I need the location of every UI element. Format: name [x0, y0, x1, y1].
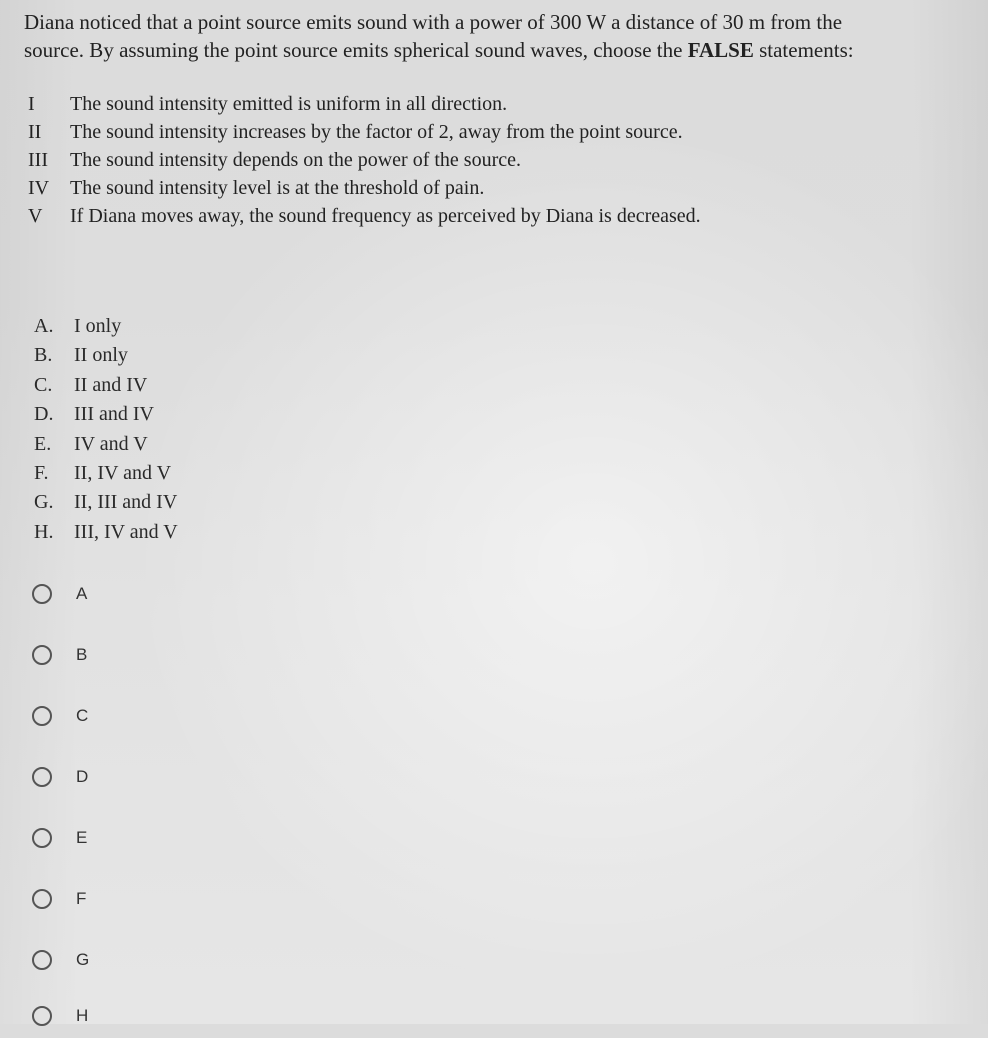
- radio-circle-icon[interactable]: [32, 950, 52, 970]
- choice-letter: H.: [34, 520, 54, 543]
- radio-label[interactable]: G: [76, 950, 90, 969]
- choice-letter: B.: [34, 344, 53, 367]
- statement-item: [28, 202, 701, 230]
- question-line-2: [24, 36, 964, 64]
- choice-text: II, IV and V: [74, 462, 172, 485]
- answer-choice: [34, 518, 178, 547]
- question-line-1: Diana noticed that a point source emits sound with a power of 300 W a distance of 30 m from the: [24, 10, 843, 34]
- question-line-2-end: statements:: [753, 38, 854, 62]
- statement-text: The sound intensity level is at the threshold of pain.: [70, 177, 485, 199]
- statement-number: II: [28, 121, 42, 143]
- statement-text: The sound intensity emitted is uniform in all direction.: [70, 93, 508, 115]
- choice-letter: D.: [34, 403, 54, 426]
- choice-text: III, IV and V: [74, 520, 178, 543]
- radio-label[interactable]: E: [76, 828, 88, 847]
- question-text: [24, 8, 964, 64]
- radio-circle-icon[interactable]: [32, 584, 52, 604]
- radio-circle-icon[interactable]: [32, 767, 52, 787]
- radio-circle-icon[interactable]: [32, 706, 52, 726]
- choice-letter: G.: [34, 491, 54, 514]
- radio-option-g[interactable]: [24, 938, 89, 982]
- statement-number: I: [28, 93, 35, 115]
- radio-circle-icon[interactable]: [32, 889, 52, 909]
- statement-number: V: [28, 205, 43, 227]
- statement-item: [28, 118, 701, 146]
- radio-circle-icon[interactable]: [32, 645, 52, 665]
- statement-number: IV: [28, 177, 50, 199]
- radio-label[interactable]: H: [76, 1006, 89, 1025]
- radio-circle-icon[interactable]: [32, 828, 52, 848]
- false-keyword: FALSE: [687, 38, 754, 62]
- statement-item: [28, 174, 701, 202]
- answer-choice: [34, 488, 178, 517]
- choice-letter: E.: [34, 432, 52, 455]
- radio-option-a[interactable]: [24, 572, 87, 616]
- radio-option-d[interactable]: [24, 755, 88, 799]
- radio-option-b[interactable]: [24, 633, 87, 677]
- choice-text: IV and V: [74, 432, 148, 455]
- choice-text: III and IV: [74, 403, 154, 426]
- radio-option-f[interactable]: [24, 877, 86, 921]
- radio-label[interactable]: D: [76, 767, 89, 786]
- statement-list: [28, 90, 701, 230]
- radio-label[interactable]: F: [76, 889, 87, 908]
- radio-option-e[interactable]: [24, 816, 87, 860]
- radio-circle-icon[interactable]: [32, 1006, 52, 1026]
- choice-text: I only: [74, 315, 122, 337]
- statement-number: III: [28, 149, 48, 171]
- answer-choice: [34, 312, 178, 341]
- answer-choice: [34, 400, 178, 429]
- question-line-2-start: source. By assuming the point source emits spherical sound waves, choose the: [24, 38, 688, 62]
- choice-letter: C.: [34, 373, 53, 396]
- radio-label[interactable]: C: [76, 706, 89, 725]
- answer-choice-list: [34, 312, 178, 547]
- statement-item: [28, 146, 701, 174]
- radio-option-c[interactable]: [24, 694, 88, 738]
- radio-option-h[interactable]: [24, 994, 88, 1038]
- statement-text: The sound intensity increases by the factor of 2, away from the point source.: [70, 121, 683, 143]
- answer-choice: [34, 371, 178, 400]
- choice-text: II only: [74, 344, 128, 367]
- answer-choice: [34, 459, 178, 488]
- choice-letter: A.: [34, 315, 54, 337]
- choice-text: II, III and IV: [74, 491, 178, 514]
- statement-text: The sound intensity depends on the power of the source.: [70, 149, 522, 171]
- radio-label[interactable]: B: [76, 645, 88, 664]
- answer-choice: [34, 341, 178, 370]
- choice-letter: F.: [34, 462, 49, 485]
- radio-label[interactable]: A: [76, 584, 88, 603]
- answer-choice: [34, 430, 178, 459]
- statement-text: If Diana moves away, the sound frequency as perceived by Diana is decreased.: [70, 205, 701, 227]
- choice-text: II and IV: [74, 373, 148, 396]
- statement-item: [28, 90, 701, 118]
